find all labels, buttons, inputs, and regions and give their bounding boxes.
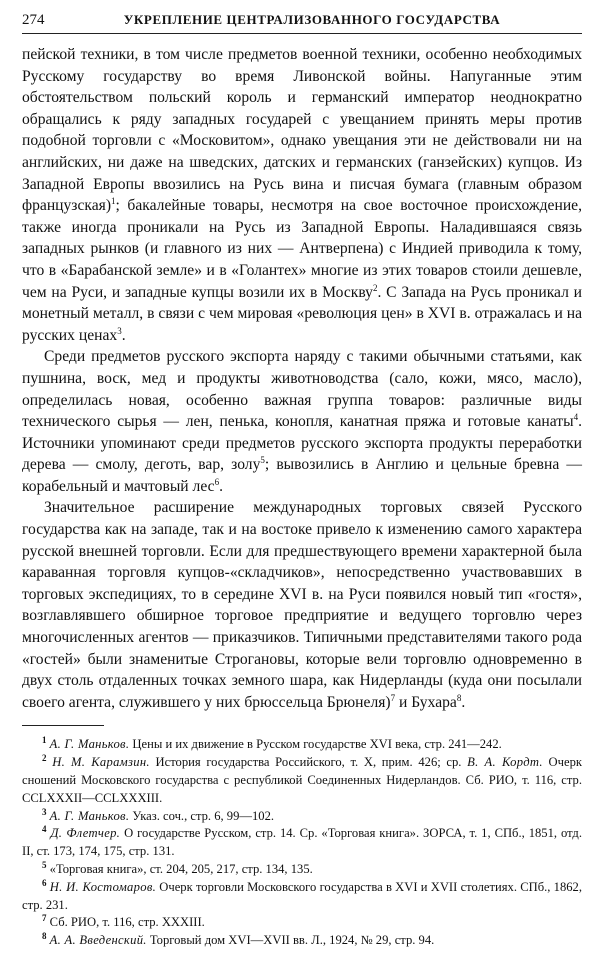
footnote-ref: 1 (111, 196, 116, 207)
footnote-8 (22, 932, 582, 950)
footnote-ref: 7 (390, 692, 396, 703)
text-run: ; бакалейные товары, несмотря на свое восточное происхождение, также иногда проникали на Русь из Западной Европы. Наладившаяся связь западных рынков (и главного из них — Антверпена) с Индией приводила к тому, что в «Барабанской земле» и в «Голантех» многие из этих товаров стоили дешевле, чем на Руси, и западные купцы возили их в Москву (22, 197, 582, 301)
page-header (22, 12, 582, 34)
footnote-text: Очерк торговли Московского государства в XVI и XVII столетиях. СПб., 1862, стр. 231. (22, 879, 582, 912)
text-run: . (461, 693, 466, 711)
text-run: . (121, 326, 126, 344)
page-number: 274 (22, 12, 45, 28)
footnote-text: Указ. соч., стр. 6, 99—102. (129, 808, 275, 823)
text-run: ; вывозились в Англию и цельные бревна — корабельный и мачтовый лес (22, 456, 582, 495)
footnote-number: 7 (42, 913, 47, 924)
footnote-author: В. А. Кордт. (467, 755, 543, 770)
footnote-ref: 5 (260, 455, 265, 466)
running-title: УКРЕПЛЕНИЕ ЦЕНТРАЛИЗОВАННОГО ГОСУДАРСТВА (123, 12, 501, 27)
text-run: . Источники упоминают среди предметов русского экспорта продукты переработки дерева — смолу, деготь, вар, золу (22, 413, 582, 474)
text-run: . (219, 477, 223, 495)
footnote-text: Очерк сношений Московского государства с республикой Соединенных Нидерландов. Сб. РИО, т. 116, стр. CCLXXXII—CCLXXXIII. (22, 755, 582, 805)
footnote-number: 5 (42, 859, 47, 870)
footnote-number: 2 (42, 753, 47, 764)
footnote-author: А. Г. Маньков. (49, 808, 130, 823)
text-run: . С Запада на Русь проникал и монетный металл, в связи с чем мировая «революция цен» в XVI в. отражалась и на русских ценах (22, 283, 583, 344)
text-run: и Бухара (395, 693, 457, 711)
footnotes (22, 736, 582, 950)
footnote-4 (22, 825, 582, 861)
main-text (22, 44, 582, 713)
footnote-author: Н. М. Карамзин. (52, 755, 150, 770)
text-run: пейской техники, в том числе предметов военной техники, особенно необходимых Русскому государству во время Ливонской войны. Напуганные этим обстоятельством польский король и германский император неоднократно обращались к ряду западных государей с увещанием принять меры против подобной торговли с «Московитом», однако увещания эти не действовали ни на английских, ни даже на шведских, датских и германских (ганзейских) купцов. Из Западной Европы ввозились на Русь вина и писчая бумага (главным образом французская) (22, 46, 582, 215)
footnote-ref: 4 (573, 412, 579, 423)
footnote-text: О государстве Русском, стр. 14. Ср. «Торговая книга». ЗОРСА, т. 1, СПб., 1851, отд. II, ст. 173, 174, 175, стр. 131. (22, 826, 582, 859)
paragraph-3 (22, 497, 582, 713)
footnote-ref: 2 (372, 282, 378, 293)
footnote-ref: 8 (456, 692, 462, 703)
footnote-1 (22, 736, 582, 754)
footnote-author: А. А. Введенский. (49, 933, 147, 948)
footnote-author: Д. Флетчер. (50, 826, 121, 841)
footnote-author: А. Г. Маньков. (49, 737, 130, 752)
footnote-2 (22, 754, 582, 807)
text-run: Значительное расширение международных торговых связей Русского государства как на западе, так и на востоке привело к изменению самого характера русской внешней торговли. Если для предшествующего времени характерной была караванная торговля купцов-«складчиков», непосредственно участвовавших в торговых экспедициях, то в середине XVI в. на Руси появился новый тип «гостя», возглавлявшего обширное торговое предприятие и ведущего торговлю через многочисленных агентов — приказчиков. Типичными представителями такого рода «гостей» были знаменитые Строгановы, которые вели торговлю одновременно в двух столь отдаленных точках земного шара, как Нидерланды (куда они посылали своего агента, служившего у них брюссельца Брюнеля) (22, 499, 582, 711)
text-run: Среди предметов русского экспорта наряду с такими обычными статьями, как пушнина, воск, мед и продукты животноводства (сало, кожи, мясо, масло), определилась новая, особенно важная группа товаров: различные виды технического сырья — лен, пенька, конопля, канатная пряжа и готовые канаты (22, 348, 582, 431)
footnote-text: Цены и их движение в Русском государстве XVI века, стр. 241—242. (129, 737, 502, 752)
footnote-3 (22, 808, 582, 826)
footnote-number: 1 (42, 735, 47, 746)
footnote-ref: 3 (117, 325, 122, 336)
footnote-author: Н. И. Костомаров. (49, 879, 157, 894)
footnote-divider (22, 725, 104, 726)
footnote-text: Сб. РИО, т. 116, стр. XXXIII. (49, 915, 205, 930)
footnote-ref: 6 (214, 476, 220, 487)
paragraph-2 (22, 346, 582, 497)
footnote-number: 8 (42, 931, 47, 942)
footnote-number: 3 (42, 806, 47, 817)
paragraph-1 (22, 44, 582, 346)
footnote-text: История государства Российского, т. X, прим. 426; ср. (149, 755, 462, 770)
footnote-7 (22, 914, 582, 932)
footnote-number: 4 (42, 824, 47, 835)
footnote-text: «Торговая книга», ст. 204, 205, 217, стр. 134, 135. (49, 861, 313, 876)
footnote-6 (22, 879, 582, 915)
footnote-5 (22, 861, 582, 879)
footnote-number: 6 (42, 877, 47, 888)
footnote-text: Торговый дом XVI—XVII вв. Л., 1924, № 29, стр. 94. (146, 933, 435, 948)
